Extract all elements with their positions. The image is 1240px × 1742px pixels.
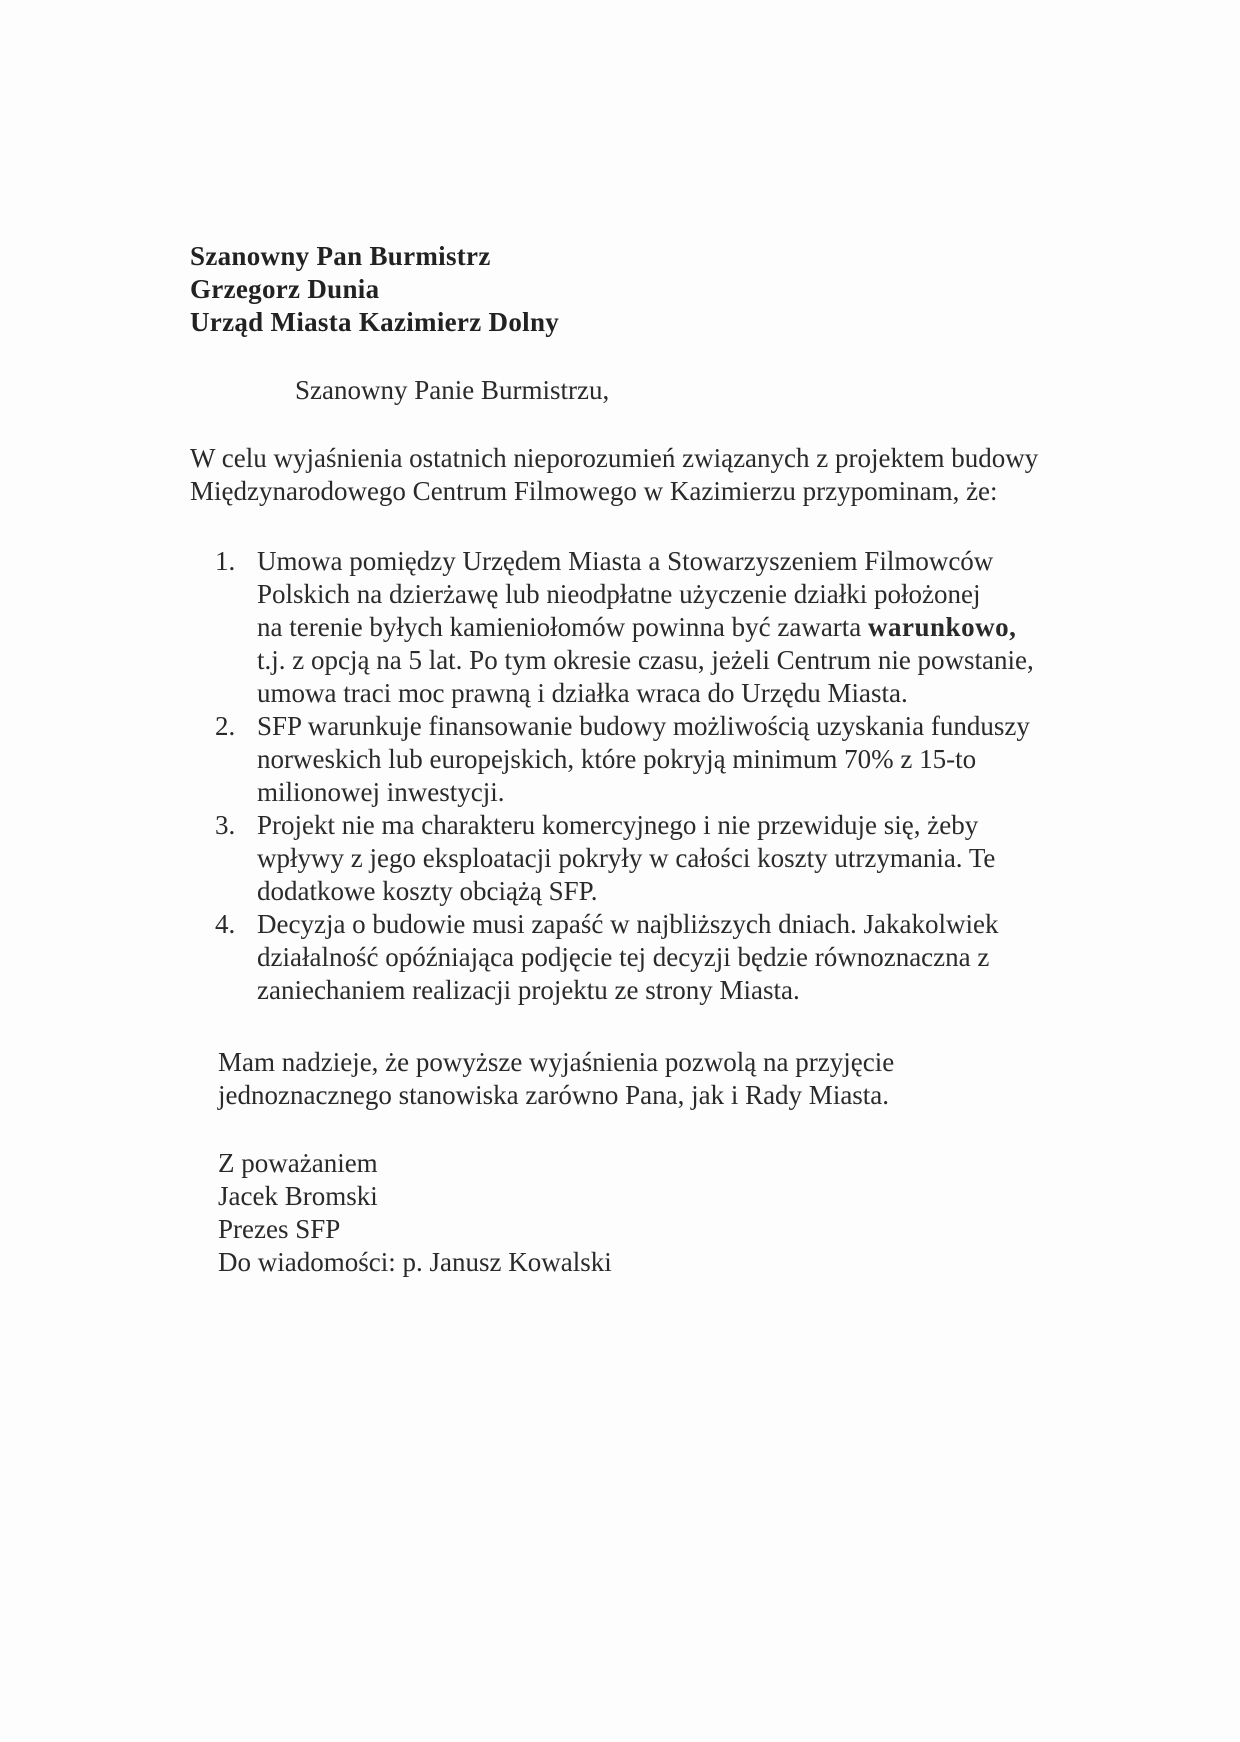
signer-name: Jacek Bromski: [218, 1181, 378, 1211]
list-item-line: SFP warunkuje finansowanie budowy możliwością uzyskania funduszy: [257, 711, 1030, 741]
recipient-title: Szanowny Pan Burmistrz: [190, 241, 491, 271]
list-item-number: 2.: [215, 711, 236, 741]
emphasis-text: warunkowo,: [868, 612, 1017, 642]
list-item: [215, 710, 1115, 809]
list-item-line: Umowa pomiędzy Urzędem Miasta a Stowarzyszeniem Filmowców: [257, 546, 994, 576]
list-item-line: działalność opóźniająca podjęcie tej decyzji będzie równoznaczna z: [257, 942, 990, 972]
intro-paragraph: [190, 442, 1130, 508]
closing-line: Mam nadzieje, że powyższe wyjaśnienia pozwolą na przyjęcie: [218, 1047, 895, 1077]
list-item: [215, 908, 1115, 1007]
recipient-office: Urząd Miasta Kazimierz Dolny: [190, 307, 560, 337]
list-item-line: dodatkowe koszty obciążą SFP.: [257, 876, 598, 906]
regards: Z poważaniem: [218, 1148, 378, 1178]
list-item-line: umowa traci moc prawną i działka wraca do Urzędu Miasta.: [257, 678, 908, 708]
salutation: Szanowny Panie Burmistrzu,: [295, 375, 610, 405]
list-item-line: [257, 611, 1115, 644]
list-item-number: 4.: [215, 909, 236, 939]
cc-line: Do wiadomości: p. Janusz Kowalski: [218, 1247, 612, 1277]
list-item-line: wpływy z jego eksploatacji pokryły w całości koszty utrzymania. Te: [257, 843, 996, 873]
intro-line: Międzynarodowego Centrum Filmowego w Kazimierzu przypominam, że:: [190, 476, 998, 506]
list-item: [215, 809, 1115, 908]
list-item-line: Polskich na dzierżawę lub nieodpłatne użyczenie działki położonej: [257, 579, 981, 609]
intro-line: W celu wyjaśnienia ostatnich nieporozumień związanych z projektem budowy: [190, 443, 1039, 473]
list-item-line: milionowej inwestycji.: [257, 777, 505, 807]
list-item-line: norweskich lub europejskich, które pokryją minimum 70% z 15-to: [257, 744, 977, 774]
recipient-name: Grzegorz Dunia: [190, 274, 380, 304]
list-item-line: zaniechaniem realizacji projektu ze strony Miasta.: [257, 975, 800, 1005]
numbered-list: [215, 545, 1115, 1007]
recipient-block: [190, 240, 559, 339]
list-item-line: t.j. z opcją na 5 lat. Po tym okresie czasu, jeżeli Centrum nie powstanie,: [257, 645, 1034, 675]
closing-line: jednoznacznego stanowiska zarówno Pana, jak i Rady Miasta.: [218, 1080, 890, 1110]
list-item-line: Projekt nie ma charakteru komercyjnego i nie przewiduje się, żeby: [257, 810, 979, 840]
list-item-number: 3.: [215, 810, 236, 840]
signature-block: [218, 1147, 612, 1279]
signer-title: Prezes SFP: [218, 1214, 341, 1244]
list-item: [215, 545, 1115, 710]
list-item-text: na terenie byłych kamieniołomów powinna być zawarta: [257, 612, 869, 642]
closing-paragraph: [218, 1046, 1118, 1112]
list-item-number: 1.: [215, 546, 236, 576]
list-item-line: Decyzja o budowie musi zapaść w najbliższych dniach. Jakakolwiek: [257, 909, 999, 939]
